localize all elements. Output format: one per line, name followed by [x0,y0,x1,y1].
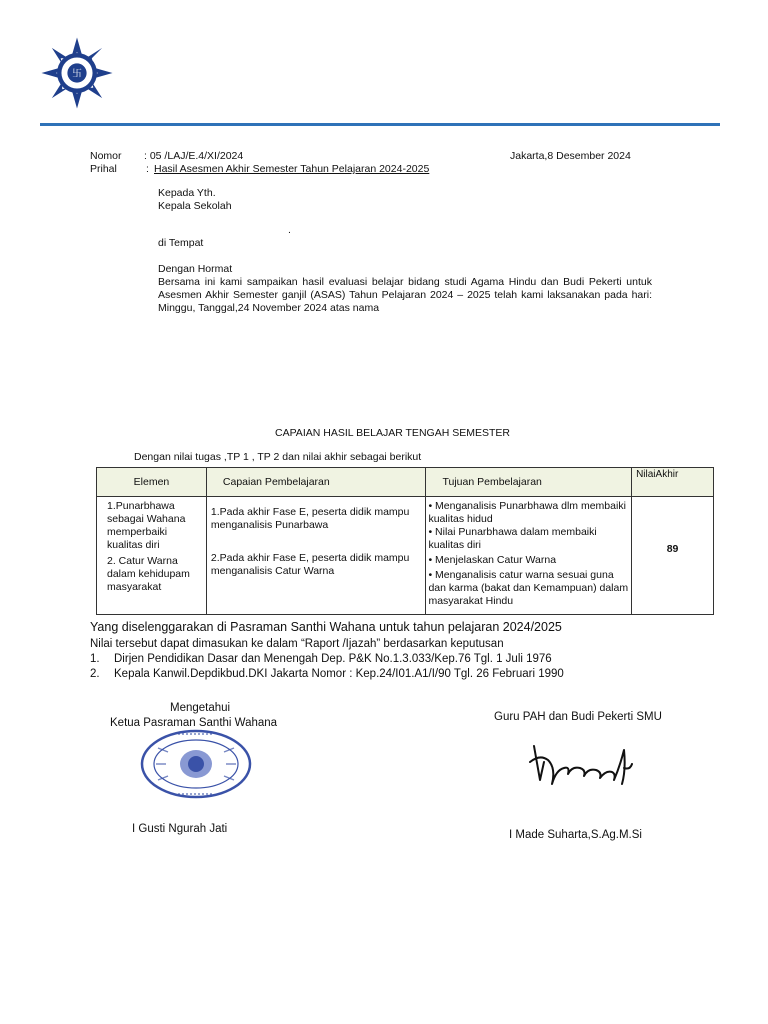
left-signatory-title: Ketua Pasraman Santhi Wahana [110,717,278,729]
header-tujuan: Tujuan Pembelajaran [426,468,632,497]
letter-body: Bersama ini kami sampaikan hasil evaluasi belajar bidang studi Agama Hindu dan Budi Pekerti untuk Asesmen Akhir Semester ganjil (ASAS) Tahun Pelajaran 2024 – 2025 telah kami laksanakan pada hari: Minggu, Tanggal,24 November 2024 atas nama [158,276,652,314]
tujuan-2: • Nilai Punarbhawa dalam membaiki kualitas diri [428,526,597,551]
elemen-1: 1.Punarbhawa sebagai Wahana memperbaiki kualitas diri [107,500,186,551]
recipient: Kepala Sekolah [158,200,232,212]
section-title: CAPAIAN HASIL BELAJAR TENGAH SEMESTER [275,427,510,439]
right-signatory-name: I Made Suharta,S.Ag.M.Si [509,829,642,841]
stray-dot: . [288,224,291,236]
cell-elemen [97,497,207,615]
label-nomor: Nomor [90,150,122,162]
tujuan-3: • Menjelaskan Catur Warna [428,554,557,566]
header-nilai: NilaiAkhir [632,468,714,497]
signature [526,740,642,796]
tujuan-1: • Menganalisis Punarbhawa dlm membaiki kualitas hidud [428,500,626,525]
decree-num-2: 2. [90,668,100,680]
svg-text:卐: 卐 [72,68,82,80]
cell-capaian [206,497,426,615]
table-header-row [97,468,714,497]
organization-logo [40,36,114,110]
right-signatory-title: Guru PAH dan Budi Pekerti SMU [494,711,662,723]
left-signatory-name: I Gusti Ngurah Jati [132,823,228,835]
decree-text-2: Kepala Kanwil.Depdikbud.DKI Jakarta Nomor : Kep.24/I01.A1/I/90 Tgl. 26 Februari 1990 [114,668,564,680]
after-line-2: Nilai tersebut dapat dimasukan ke dalam “Raport /Ijazah” berdasarkan keputusan [90,638,504,650]
official-stamp [138,728,254,800]
tujuan-4: • Menganalisis catur warna sesuai guna dan karma (bakat dan Kemampuan) dalam masyarakat Hindu [428,569,629,607]
letter-date: Jakarta,8 Desember 2024 [510,150,631,162]
section-intro: Dengan nilai tugas ,TP 1 , TP 2 dan nilai akhir sebagai berikut [134,451,422,463]
header-rule [40,123,720,126]
after-line-1: Yang diselenggarakan di Pasraman Santhi Wahana untuk tahun pelajaran 2024/2025 [90,620,562,634]
letter-number: : 05 /LAJ/E.4/XI/2024 [144,150,244,162]
salutation: Dengan Hormat [158,263,233,275]
mengetahui-label: Mengetahui [170,702,231,714]
header-capaian: Capaian Pembelajaran [206,468,426,497]
label-prihal: Prihal [90,163,117,175]
letter-subject: Hasil Asesmen Akhir Semester Tahun Pelajaran 2024-2025 [154,163,430,175]
capaian-1: 1.Pada akhir Fase E, peserta didik mampu menganalisis Punarbawa [210,506,410,531]
table-row [97,497,714,615]
decree-text-1: Dirjen Pendidikan Dasar dan Menengah Dep. P&K No.1.3.033/Kep.76 Tgl. 1 Juli 1976 [114,653,552,665]
decree-num-1: 1. [90,653,100,665]
cell-tujuan [426,497,632,615]
prihal-colon: : [146,163,149,175]
capaian-2: 2.Pada akhir Fase E, peserta didik mampu menganalisis Catur Warna [210,552,410,577]
header-elemen: Elemen [97,468,207,497]
results-table [96,467,714,615]
elemen-2: 2. Catur Warna dalam kehidupam masyarakat [107,555,190,593]
recipient-greeting: Kepada Yth. [158,187,216,199]
recipient-place: di Tempat [158,237,204,249]
cell-nilai: 89 [632,497,714,615]
